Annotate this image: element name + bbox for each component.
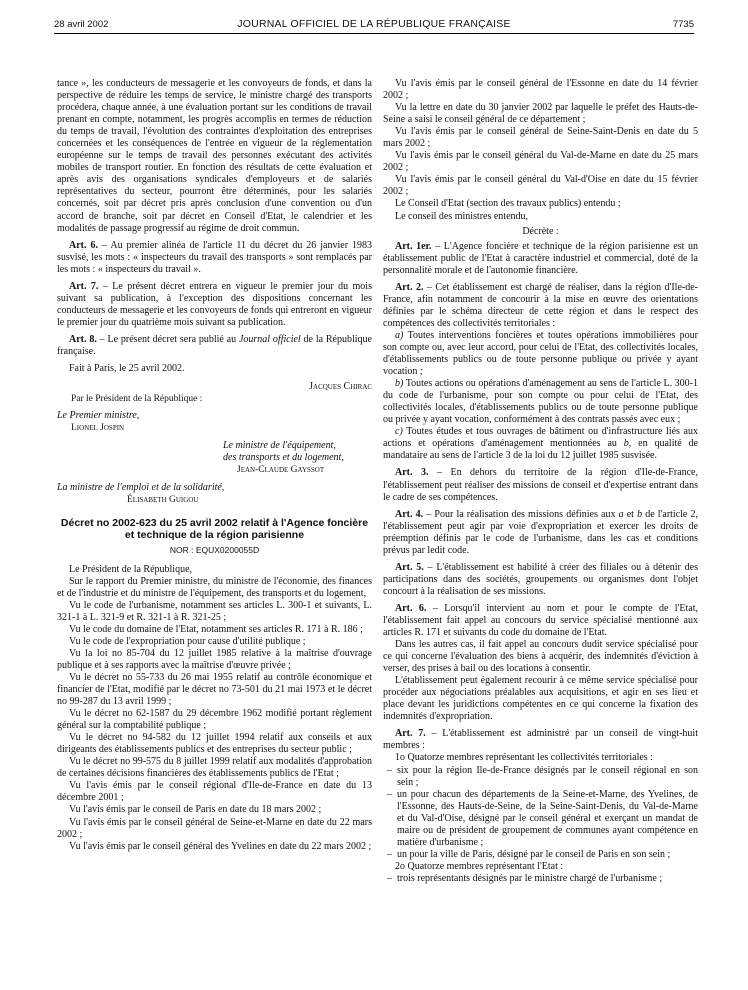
article-8 (57, 334, 372, 358)
visa-line: Vu l'avis émis par le conseil général de l'Essonne en date du 14 février 2002 ; (383, 78, 698, 102)
page-number: 7735 (672, 19, 694, 30)
list-item: – un pour la ville de Paris, désigné par le conseil de Paris en son sein ; (397, 849, 698, 861)
article-7 (57, 281, 372, 329)
item-text: Toutes actions ou opérations d'aménagement au sens de l'article L. 300-1 du code de l'urbanisme, pour son compte ou pour celui de l'Etat, des collectivités locales, d'établissements publics ou de toute personne publique ou privée y ayant vocation, conformément à des contrats passés avec eux ; (383, 378, 698, 426)
article-text: – Pour la réalisation des missions définies aux (423, 508, 619, 520)
visa-line: Vu la lettre en date du 30 janvier 2002 par laquelle le préfet des Hauts-de-Seine a saisi le conseil général de ce département ; (383, 102, 698, 126)
article-label: Art. 1er. (395, 240, 432, 252)
visa-line: Vu le code de l'expropriation pour cause d'utilité publique ; (69, 635, 306, 647)
visa-line: Vu l'avis émis par le conseil général de Seine-et-Marne en date du 22 mars 2002 ; (57, 816, 372, 840)
left-column (57, 78, 372, 853)
president-line: Le Président de la République, (69, 563, 193, 575)
item-text: Toutes interventions foncières et toutes opérations immobilières pour son compte ou, avec leur accord, pour celui de l'Etat, des collectivités locales, d'établissements publics ou de toute personne publique ou privée y ayant vocation ; (383, 329, 698, 378)
article-2-b (383, 378, 698, 426)
list-item: – un pour chacun des départements de la Seine-et-Marne, des Yvelines, de l'Essonne, des Hauts-de-Seine, de la Seine-Saint-Denis, du Val-de-Marne et du Val-d'Oise, désigné par le conseil général et exerçant un mandat de maire ou de président de groupement de communes ayant compétence en matière d'urbanisme ; (397, 789, 698, 849)
list-heading: 2o Quatorze membres représentant l'Etat : (395, 860, 564, 872)
journal-title: JOURNAL OFFICIEL DE LA RÉPUBLIQUE FRANÇAISE (237, 18, 511, 30)
visa-line: Vu l'avis émis par le conseil général du Val-de-Marne en date du 25 mars 2002 ; (383, 150, 698, 174)
decree-title: Décret no 2002-623 du 25 avril 2002 relatif à l'Agence foncière et technique de la région parisienne (60, 516, 369, 541)
signature-president: Jacques Chirac (309, 381, 372, 393)
visa-line: Vu le décret no 94-582 du 12 juillet 1994 relatif aux conseils et aux dirigeants des établissements publics et des entreprises du secteur public ; (57, 732, 372, 756)
equip-title-2: des transports et du logement, (223, 452, 344, 464)
page-header (54, 16, 694, 34)
journal-name: Journal officiel (238, 333, 301, 345)
visa-line: Le conseil des ministres entendu, (395, 210, 529, 222)
article-text: – Au premier alinéa de l'article 11 du décret du 26 janvier 1983 susvisé, les mots : « inspecteurs du travail des transports » sont remplacés par les mots : « inspecteurs du travail ». (57, 239, 372, 275)
article-text: – L'établissement est habilité à créer des filiales ou à détenir des participations dans des sociétés, groupements ou organismes dont l'objet concourt à la réalisation de ses missions. (383, 561, 698, 597)
right-column (383, 78, 698, 885)
visa-line: Le Conseil d'Etat (section des travaux publics) entendu ; (395, 198, 621, 210)
visa-line: Vu l'avis émis par le conseil régional d'Ile-de-France en date du 13 décembre 2001 ; (57, 780, 372, 804)
visa-line: Vu l'avis émis par le conseil général des Yvelines en date du 22 mars 2002 ; (69, 840, 372, 852)
visa-line: Vu le code de l'urbanisme, notamment ses articles L. 300-1 et suivants, L. 321-1 à L. 321-9 et R. 321-1 à R. 321-25 ; (57, 599, 372, 623)
emploi-name: Élisabeth Guigou (127, 495, 199, 506)
visa-line: Vu le décret no 55-733 du 26 mai 1955 relatif au contrôle économique et financier de l'Etat, modifié par le décret no 73-501 du 21 mai 1973 et le décret no 99-287 du 13 avril 1999 ; (57, 671, 372, 708)
visa-line: Vu l'avis émis par le conseil général de Seine-Saint-Denis en date du 5 mars 2002 ; (383, 126, 698, 150)
done-at: Fait à Paris, le 25 avril 2002. (69, 363, 185, 375)
article-label: Art. 5. (395, 561, 424, 573)
visa-line: Vu l'avis émis par le conseil de Paris en date du 18 mars 2002 ; (69, 804, 322, 816)
item-text: , en qualité de mandataire au sens de l'article 3 de la loi du 12 juillet 1985 susvisée. (383, 438, 699, 462)
article-2-a (383, 330, 698, 378)
visa-line: Vu le décret no 99-575 du 8 juillet 1999 relatif aux modalités d'approbation de certaines décisions financières des établissements publics de l'Etat ; (57, 756, 372, 780)
article-7 (383, 728, 698, 752)
article-label: Art. 4. (395, 508, 424, 520)
emploi-title: La ministre de l'emploi et de la solidarité, (57, 482, 225, 494)
article-6-paragraph: L'établissement peut également recourir à ce même service spécialisé pour procéder aux négociations préalables aux acquisitions, et agir en ses lieu et place devant les juridictions compétentes en ce qui concerne la fixation des indemnités d'expropriation. (383, 675, 698, 723)
nor-reference: NOR : EQUX0200055D (169, 544, 260, 555)
article-text: – Cet établissement est chargé de réaliser, dans la région d'Ile-de-France, afin notamment de concourir à la mise en œuvre des orientations définies par le schéma directeur de cette région et dans le respect des compétences des collectivités territoriales : (383, 281, 698, 329)
article-text: – L'Agence foncière et technique de la région parisienne est un établissement public de l'Etat à caractère industriel et commercial, doté de la personnalité morale et de l'autonomie financière. (383, 240, 698, 276)
article-label: Art. 7. (69, 280, 99, 292)
header-rule (54, 33, 694, 34)
by-president: Par le Président de la République : (71, 394, 203, 405)
article-6 (383, 603, 698, 639)
equip-name: Jean-Claude Gayssot (237, 465, 325, 476)
article-6-paragraph: Dans les autres cas, il fait appel au concours dudit service spécialisé pour ce qui concerne l'évaluation des biens à acquérir, des indemnités d'éviction à verser, des prises à bail ou des locations à consentir. (383, 639, 698, 675)
article-text: – Lorsqu'il intervient au nom et pour le compte de l'Etat, l'établissement fait appel au concours du service spécialisé mentionné aux articles R. 171 et suivants du code du domaine de l'Etat. (383, 602, 698, 639)
article-label: Art. 6. (69, 239, 98, 251)
equip-title-1: Le ministre de l'équipement, (223, 440, 336, 452)
visa-line: Sur le rapport du Premier ministre, du ministre de l'économie, des finances et de l'industrie et du ministre de l'équipement, des transports et du logement, (57, 575, 372, 599)
article-text: – En dehors du territoire de la région d'Ile-de-France, l'établissement peut réaliser des missions de conseil et d'expertise entrant dans le cadre de ses compétences. (383, 467, 698, 503)
article-label: Art. 2. (395, 281, 424, 293)
article-label: Art. 3. (395, 467, 429, 479)
visa-line: Vu l'avis émis par le conseil général du Val-d'Oise en date du 15 février 2002 ; (383, 174, 698, 198)
article-4 (383, 509, 698, 557)
item-ref: b (637, 508, 643, 520)
item-marker: b) (395, 378, 404, 390)
article-text: et (623, 508, 638, 520)
article-label: Art. 6. (395, 602, 427, 614)
article-label: Art. 7. (395, 728, 426, 740)
pm-name: Lionel Jospin (71, 423, 125, 434)
item-marker: a) (395, 329, 404, 341)
dash-list (383, 765, 698, 861)
issue-date: 28 avril 2002 (54, 19, 109, 30)
article-1 (383, 241, 698, 277)
list-heading: 1o Quatorze membres représentant les collectivités territoriales : (395, 752, 653, 764)
list-item: – six pour la région Ile-de-France désignés par le conseil régional en son sein ; (397, 765, 698, 789)
item-marker: c) (395, 426, 403, 438)
item-ref: a (618, 508, 624, 520)
article-text: – Le présent décret sera publié au (96, 333, 239, 345)
article-text: – Le présent décret entrera en vigueur le premier jour du mois suivant sa publication, à l'exception des dispositions concernant les conducteurs de messagerie et les convoyeurs de fonds qui entreront en vigueur le premier jour du quatrième mois suivant sa publication. (57, 280, 372, 328)
dash-list (383, 873, 698, 885)
article-6 (57, 240, 372, 276)
article-2 (383, 282, 698, 330)
article-5 (383, 562, 698, 598)
visa-line: Vu le code du domaine de l'Etat, notamment ses articles R. 171 à R. 186 ; (69, 623, 363, 635)
continued-paragraph: tance », les conducteurs de messagerie et les convoyeurs de fonds, et dans la perspective de réduire les temps de service, le ministre chargé des transports procédera, chaque année, à une évaluation portant sur les conditions de travail prenant en compte, notamment, les progrès accomplis en termes de réduction du temps de travail, l'évolution des contraintes d'exploitation des entreprises concernées et les conséquences de l'entrée en vigueur de la réglementation européenne sur le temps de travail des personnes exécutant des activités mobiles de transport routier. En fonction des résultats de cette évaluation et après avis des organisations syndicales d'employeurs et de salariés représentatives du secteur, pourront être déterminés, pour les salariés concernés, soit par décret pris après conclusion d'une convention ou d'un accord de branche, soit par décret en Conseil d'Etat, le calendrier et les modalités de passage progressif au régime de droit commun. (57, 78, 372, 234)
article-2-c (383, 426, 698, 462)
article-text: – L'établissement est administré par un conseil de vingt-huit membres : (383, 728, 698, 752)
article-text: de l'article 2, l'établissement peut agir par voie d'expropriation et exercer les droits de préemption définis par le code de l'urbanisme, dans les cas et conditions prévus par ledit code. (383, 508, 699, 556)
list-item: – trois représentants désignés par le ministre chargé de l'urbanisme ; (397, 873, 698, 885)
article-text: de la République française. (57, 333, 372, 357)
item-ref: b (623, 438, 629, 450)
visa-line: Vu la loi no 85-704 du 12 juillet 1985 relative à la maîtrise d'ouvrage publique et à ses rapports avec la maîtrise d'œuvre privée ; (57, 647, 372, 671)
pm-title: Le Premier ministre, (57, 410, 140, 422)
item-text: Toutes études et tous ouvrages de bâtiment ou d'infrastructure liés aux actions et opérations d'aménagement mentionnées au (383, 426, 698, 450)
article-label: Art. 8. (69, 333, 97, 345)
visa-line: Vu le décret no 62-1587 du 29 décembre 1962 modifié portant règlement général sur la comptabilité publique ; (57, 708, 372, 732)
decrete-heading: Décrète : (522, 225, 559, 237)
article-3 (383, 467, 698, 503)
